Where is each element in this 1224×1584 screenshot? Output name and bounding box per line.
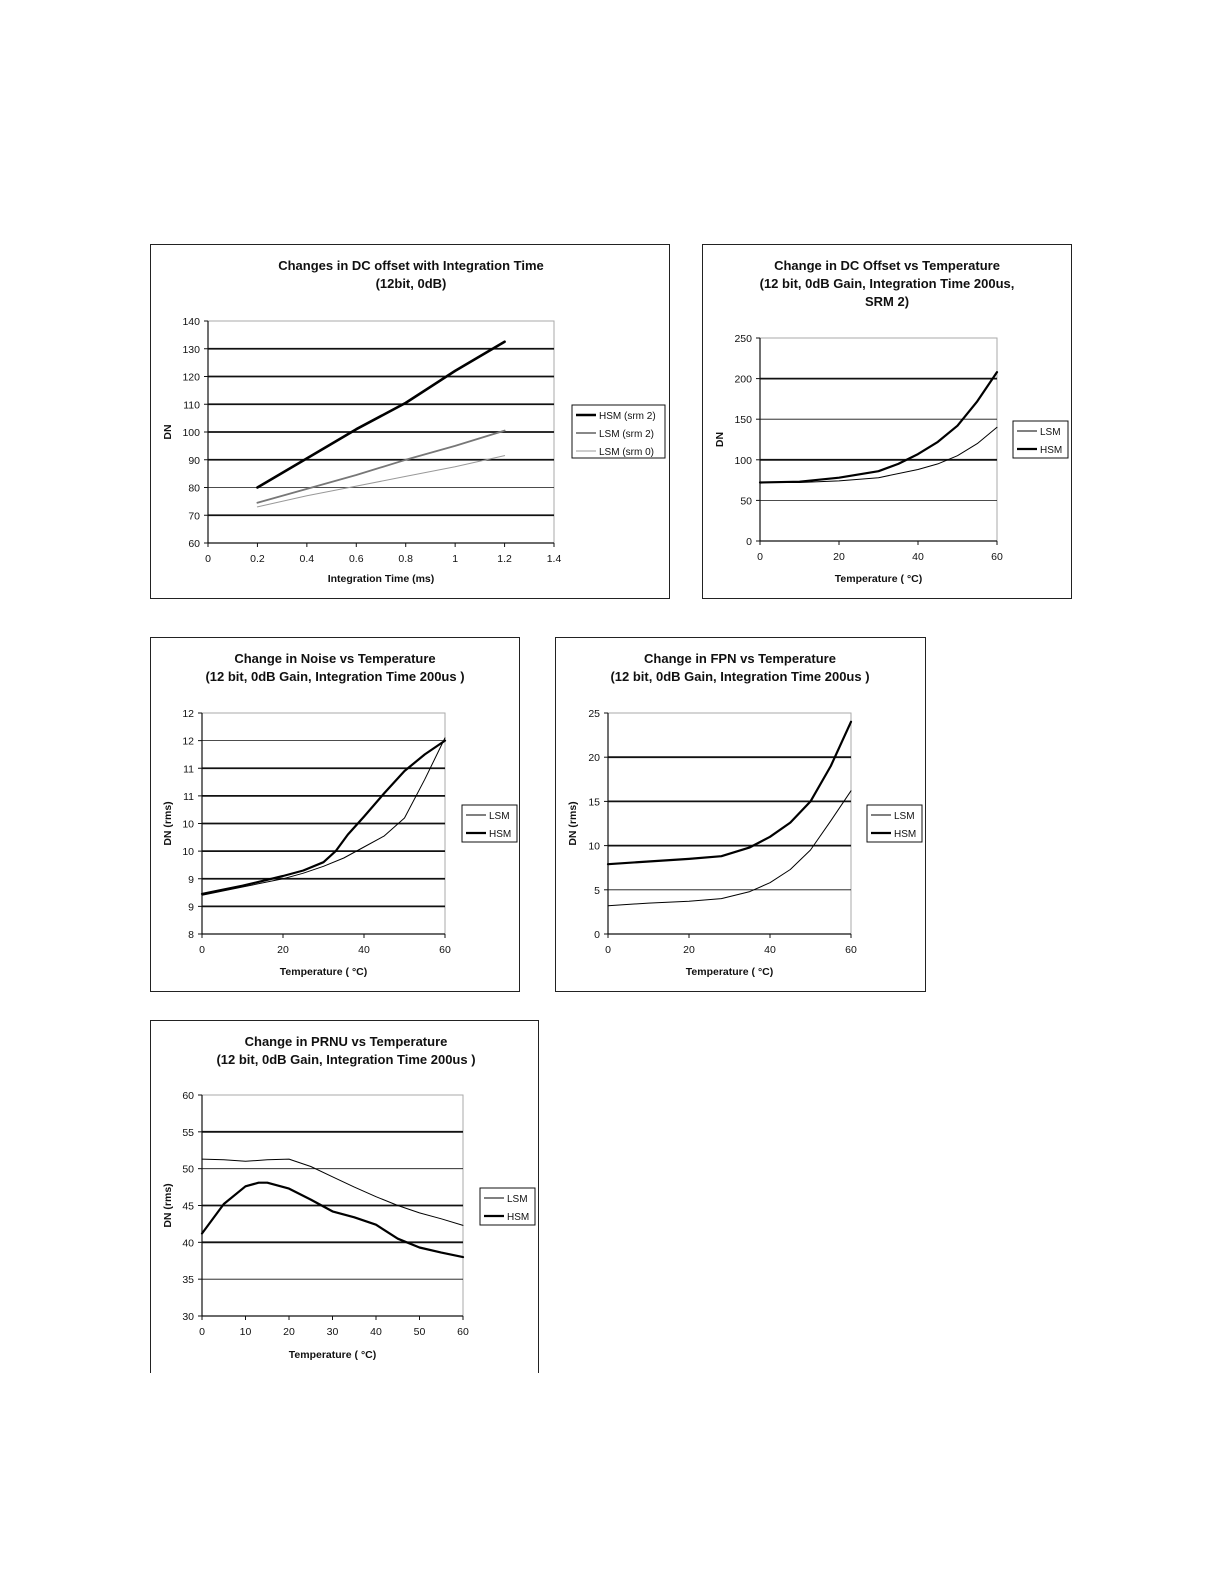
y-tick-label: 9 xyxy=(188,873,194,886)
y-tick-label: 110 xyxy=(183,399,200,412)
chart-title-line: Changes in DC offset with Integration Time xyxy=(278,258,544,273)
chart-dc-offset-integration xyxy=(150,244,670,599)
chart-title-line: (12 bit, 0dB Gain, Integration Time 200us ) xyxy=(610,669,870,684)
y-tick-label: 12 xyxy=(182,708,194,720)
series-line-lsm xyxy=(760,427,997,482)
y-tick-label: 140 xyxy=(182,316,200,328)
x-tick-label: 20 xyxy=(833,551,845,563)
x-tick-label: 0 xyxy=(205,553,211,565)
x-tick-label: 0 xyxy=(757,551,763,563)
legend-label: LSM (srm 2) xyxy=(599,429,654,440)
y-tick-label: 0 xyxy=(594,929,600,941)
chart-dc-offset-temperature xyxy=(702,244,1072,599)
y-tick-label: 45 xyxy=(182,1200,194,1213)
chart-title-line: Change in PRNU vs Temperature xyxy=(244,1034,448,1049)
chart-title-line: Change in Noise vs Temperature xyxy=(234,651,436,666)
y-tick-label: 70 xyxy=(188,510,200,523)
x-tick-label: 60 xyxy=(457,1326,469,1338)
y-tick-label: 50 xyxy=(182,1163,194,1176)
y-tick-label: 60 xyxy=(182,1090,194,1102)
plot-area xyxy=(760,338,997,541)
y-tick-label: 35 xyxy=(182,1274,194,1287)
y-tick-label: 20 xyxy=(588,752,600,765)
x-tick-label: 30 xyxy=(326,1326,339,1338)
y-tick-label: 30 xyxy=(182,1311,194,1323)
plot-area xyxy=(608,713,851,934)
chart-fpn-temperature xyxy=(555,637,926,992)
series-line-hsm xyxy=(202,741,445,894)
y-tick-label: 11 xyxy=(183,763,194,776)
y-tick-label: 40 xyxy=(182,1237,194,1250)
chart-svg xyxy=(703,245,1071,598)
y-axis-label: DN (rms) xyxy=(162,1183,174,1228)
series-line-lsm xyxy=(608,791,851,906)
legend-label: LSM xyxy=(1040,427,1061,438)
legend-label: HSM xyxy=(894,829,917,840)
x-tick-label: 60 xyxy=(439,944,451,956)
y-tick-label: 12 xyxy=(182,735,194,748)
x-tick-label: 0 xyxy=(199,944,205,956)
x-tick-label: 0 xyxy=(605,944,611,956)
y-axis-label: DN (rms) xyxy=(162,801,174,846)
y-tick-label: 10 xyxy=(182,818,194,831)
chart-svg xyxy=(151,638,519,991)
y-tick-label: 9 xyxy=(188,901,194,914)
x-axis-label: Temperature ( °C) xyxy=(685,966,774,978)
chart-title-line: (12bit, 0dB) xyxy=(375,276,447,291)
x-tick-label: 20 xyxy=(277,944,289,956)
y-tick-label: 8 xyxy=(188,929,194,941)
chart-svg xyxy=(151,1021,538,1373)
x-tick-label: 60 xyxy=(845,944,857,956)
y-tick-label: 200 xyxy=(734,373,752,386)
series-line-lsm-srm-0 xyxy=(257,456,504,507)
chart-prnu-temperature xyxy=(150,1020,539,1373)
chart-title-line: SRM 2) xyxy=(864,294,910,309)
y-tick-label: 0 xyxy=(746,536,752,548)
x-tick-label: 40 xyxy=(358,944,370,956)
x-axis-label: Temperature ( °C) xyxy=(834,573,923,585)
x-tick-label: 40 xyxy=(370,1326,382,1338)
chart-title-line: (12 bit, 0dB Gain, Integration Time 200us ) xyxy=(216,1052,476,1067)
legend-label: LSM xyxy=(489,811,510,822)
y-tick-label: 150 xyxy=(734,414,752,427)
y-axis-label: DN xyxy=(714,431,726,448)
y-tick-label: 60 xyxy=(188,538,200,550)
chart-title-line: Change in DC Offset vs Temperature xyxy=(774,258,1000,273)
x-tick-label: 1 xyxy=(452,553,459,565)
y-tick-label: 90 xyxy=(188,454,200,467)
x-axis-label: Temperature ( °C) xyxy=(279,966,368,978)
x-tick-label: 40 xyxy=(764,944,776,956)
y-tick-label: 10 xyxy=(588,840,600,853)
y-tick-label: 80 xyxy=(188,482,200,495)
x-tick-label: 20 xyxy=(683,944,695,956)
y-tick-label: 50 xyxy=(740,495,752,508)
chart-title-line: (12 bit, 0dB Gain, Integration Time 200us, xyxy=(759,276,1015,291)
x-tick-label: 0.4 xyxy=(299,553,315,565)
x-tick-label: 20 xyxy=(283,1326,295,1338)
x-tick-label: 50 xyxy=(413,1326,426,1338)
y-tick-label: 15 xyxy=(588,796,600,809)
x-tick-label: 40 xyxy=(912,551,924,563)
x-tick-label: 1.2 xyxy=(497,553,512,565)
series-line-hsm-srm-2 xyxy=(257,342,504,488)
y-tick-label: 130 xyxy=(182,343,200,356)
y-tick-label: 250 xyxy=(734,333,752,345)
series-line-hsm xyxy=(202,1183,463,1257)
y-tick-label: 100 xyxy=(182,427,200,439)
y-tick-label: 100 xyxy=(734,454,752,467)
x-tick-label: 0.2 xyxy=(250,553,265,565)
x-tick-label: 0.6 xyxy=(348,553,364,565)
y-axis-label: DN (rms) xyxy=(567,801,579,846)
chart-title-line: (12 bit, 0dB Gain, Integration Time 200us ) xyxy=(205,669,465,684)
legend-label: LSM xyxy=(507,1194,528,1205)
y-tick-label: 5 xyxy=(594,884,600,897)
x-tick-label: 60 xyxy=(991,551,1003,563)
legend-label: LSM xyxy=(894,811,915,822)
y-axis-label: DN xyxy=(162,424,174,440)
x-axis-label: Integration Time (ms) xyxy=(327,573,435,585)
x-tick-label: 0 xyxy=(199,1326,205,1338)
series-line-hsm xyxy=(608,722,851,864)
chart-svg xyxy=(151,245,669,598)
legend-label: HSM xyxy=(1040,445,1063,456)
x-tick-label: 1.4 xyxy=(546,553,562,565)
x-axis-label: Temperature ( °C) xyxy=(288,1349,377,1361)
y-tick-label: 55 xyxy=(182,1126,194,1139)
chart-noise-temperature xyxy=(150,637,520,992)
y-tick-label: 11 xyxy=(183,790,194,803)
series-line-lsm xyxy=(202,738,445,895)
y-tick-label: 120 xyxy=(182,371,200,384)
chart-svg xyxy=(556,638,925,991)
legend-label: LSM (srm 0) xyxy=(599,447,654,458)
legend-label: HSM xyxy=(507,1212,530,1223)
legend-label: HSM (srm 2) xyxy=(599,411,656,422)
y-tick-label: 10 xyxy=(182,846,194,859)
series-line-hsm xyxy=(760,372,997,482)
x-tick-label: 10 xyxy=(239,1326,252,1338)
x-tick-label: 0.8 xyxy=(398,553,414,565)
y-tick-label: 25 xyxy=(588,708,600,720)
legend-label: HSM xyxy=(489,829,512,840)
chart-title-line: Change in FPN vs Temperature xyxy=(644,651,836,666)
